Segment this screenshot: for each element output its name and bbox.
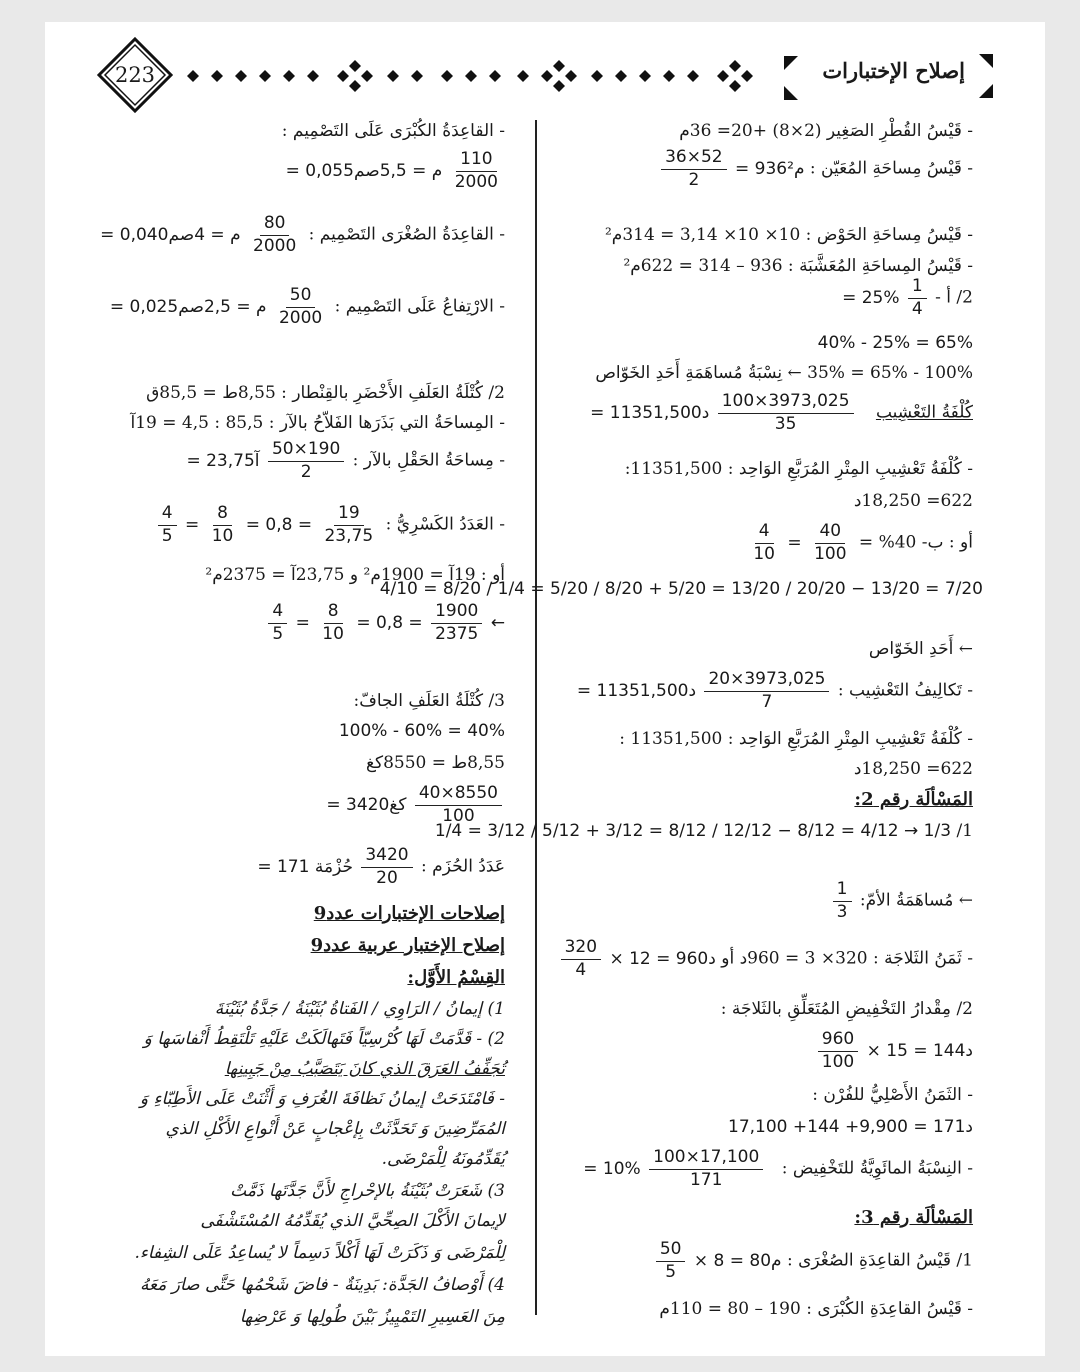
formula-line <box>286 150 505 192</box>
formula: = 3420كغ $\frac{40\times 8550}{100}$ <box>326 784 505 826</box>
formula-label: 2/ أ - <box>935 287 973 308</box>
fraction: $\frac{19}{23,75}$ <box>324 503 374 546</box>
formula-label: عَدَدُ الحُزَم : <box>421 856 505 877</box>
formula-label: - العَدَدُ الكَسْرِيُّ : <box>385 514 505 535</box>
formula: = 25% $\frac{1}{4}$ <box>842 277 930 319</box>
fraction: $\frac{40}{100}$ <box>814 521 847 564</box>
text-line: أو : 19آ = 1900م² و 23,75آ = 2375م² <box>205 565 505 585</box>
fraction: $\frac{4}{10}$ <box>753 521 775 564</box>
formula-line <box>265 602 505 644</box>
formula: $\frac{36\times 52}{2}$ = 936م² <box>658 148 804 190</box>
formula-line <box>326 784 505 826</box>
formula-label: - الارْتِفاعُ عَلَى التَصْمِيم : <box>334 296 505 317</box>
corner-bracket-icon <box>965 50 997 100</box>
text-line: - قَيْسُ القاعِدَةِ الكُبْرَى : 190 – 80 = 110م <box>659 1299 973 1319</box>
fraction: $\frac{3420}{20}$ <box>361 846 412 888</box>
text-line: - قَيْسُ المِساحَةِ المُعَشَّبَة : 936 – 314 = 622م² <box>623 256 973 276</box>
formula-label: - النِسْبَةُ المائَوِيَّةُ للتَخْفِيض : <box>781 1158 973 1179</box>
formula: 1/4 = 3/12 ∕ 5/12 + 3/12 = 8/12 ∕ 12/12 − 8/12 = 4/12 → 1/3 <box>434 821 952 842</box>
formula-label: كُلْفَةُ التَعْشِيب <box>875 402 973 423</box>
text-line: 17,100 +144 +9,900 = 171د <box>728 1117 973 1138</box>
text-line: 100% - 60% = 40% <box>338 721 505 742</box>
fraction: $\frac{100\times 17,100}{171}$ <box>649 1148 763 1190</box>
section-title: إصلاح الإختبارات <box>822 58 965 83</box>
formula-line <box>583 1148 973 1190</box>
fraction: $\frac{960}{100}$ <box>818 1030 858 1072</box>
formula-label: 1/ قَيْسُ القاعِدَةِ الصُغْرَى : <box>786 1250 973 1271</box>
text-line: - المِساحَةُ التي بَذَرَها الفَلاّحُ بالآر : 85,5 : 4,5 = 19آ <box>130 413 505 433</box>
formula-result: = 10% <box>583 1158 641 1179</box>
answer-line: لِلْمَرْضَى وَ ذَكَرَتْ لَهَا أَكْلاً دَسِماً لا يُساعِدُ عَلَى الشِفاء. <box>134 1243 505 1263</box>
answer-line: يُقَدِّمُونَهُ لِلْمَرْضَى. <box>381 1149 505 1169</box>
fraction: $\frac{110}{2000}$ <box>454 149 498 192</box>
formula-result: = 11351,500د <box>590 402 710 423</box>
formula-line <box>746 522 973 564</box>
answer-line: 3) شَعَرَتْ بُثَيْنَةُ بالإحْراجِ لأَنَّ جَدَّتَها ذَمَّتْ <box>230 1181 505 1201</box>
formula-line <box>830 880 973 922</box>
section-heading: إصلاحات الإختبارات عدد9 <box>313 903 505 924</box>
formula <box>715 392 857 434</box>
fraction: $\frac{50}{2000}$ <box>278 285 323 328</box>
formula: = 0,025م = 2,5صم $\frac{50}{2000}$ <box>110 286 329 328</box>
text-line: 2/ كُتْلَةُ العَلَفِ الأَخْضَرِ بالقِنْطار : 8,55ط = 85,5ق <box>146 383 505 403</box>
text-line: 622= 18,250د <box>853 759 973 779</box>
diamond-ornament-icon <box>177 60 767 92</box>
fraction: $\frac{8}{10}$ <box>322 601 344 644</box>
formula-label: 1/ <box>956 821 973 841</box>
text-line: 8,55ط = 8550كغ <box>365 753 505 773</box>
text-line: 3/ كُتْلَةُ العَلَفِ الجافّ: <box>353 691 505 711</box>
text-line: - الثَمَنُ الأَصْلِيُّ للفُرْن : <box>812 1085 973 1105</box>
formula-line <box>435 822 973 841</box>
formula: $\frac{50}{5}$ × 8 = 80م <box>653 1240 782 1282</box>
formula: $\frac{4}{10}$ = $\frac{40}{100}$ <box>746 522 853 564</box>
formula-line <box>815 1030 973 1072</box>
formula-line <box>653 1240 973 1282</box>
formula-line <box>257 846 505 888</box>
section-heading: القِسْمُ الأَوَّل: <box>407 967 505 988</box>
page-header <box>45 22 1045 117</box>
fraction: $\frac{8}{10}$ <box>211 503 234 546</box>
formula: 4/10 = 8/20 ∕ 1/4 = 5/20 ∕ 8/20 + 5/20 = 13/20 ∕ 20/20 − 13/20 = 7/20 <box>379 579 983 600</box>
scanned-page <box>45 22 1045 1356</box>
formula: = 171 حُزْمَة $\frac{3420}{20}$ <box>257 846 415 888</box>
answer-line: 1) إيمانُ / الرَاوِي / الفَتاةُ بُثَيْنَةُ / جَدَّةُ بُثَيْنَةَ <box>214 999 505 1019</box>
formula: = 0,040م = 4صم $\frac{80}{2000}$ <box>100 214 303 256</box>
answer-line: مِنَ العَسِيرِ التَمْيِيزُ بَيْنَ طُولِها وَ عَرْضِها <box>239 1307 505 1327</box>
answer-line: المُمَرِّضِينَ وَ تَحَدَّثَتْ بِإعْجابٍ عَنْ أَنْواعِ الأَكْلِ الذي <box>165 1119 505 1139</box>
fraction: $\frac{4}{5}$ <box>158 504 177 546</box>
text-line: 2/ مِقْدارُ التَخْفِيضِ المُتَعَلِّقِ بالثَلاجَة : <box>720 999 973 1019</box>
formula-line <box>155 504 505 546</box>
formula: $\frac{4}{5}$ = $\frac{8}{10}$ = 0,8 = $\frac{19}{23,75}$ <box>155 504 380 546</box>
formula: = 11351,500د $\frac{20\times 3973,025}{7}$ <box>577 670 833 712</box>
fraction: $\frac{320}{4}$ <box>561 938 601 980</box>
fraction: $\frac{1}{3}$ <box>833 880 852 922</box>
formula-line <box>590 392 973 434</box>
formula-line <box>658 148 973 190</box>
page-number: 223 <box>114 63 156 87</box>
formula: $\frac{960}{100}$ × 15 = 144د <box>815 1030 973 1072</box>
formula-label: - قَيْسُ مِساحَةِ المُعَيّن : <box>809 158 973 179</box>
formula-line <box>100 214 505 256</box>
formula-label: - ثَمَنُ الثَلاجَة : 320× 3 = 960د أو <box>721 948 973 969</box>
fraction: $\frac{50\times 190}{2}$ <box>268 440 344 482</box>
text-line: - القاعِدَةُ الكُبْرَى عَلَى التَصْمِيم : <box>281 121 505 141</box>
answer-line: تُجَفِّفُ العَرَقَ الذي كانَ يَتَصَبَّبُ مِنْ جَبِينِها <box>224 1059 505 1079</box>
text-line: 622= 18,250د <box>853 491 973 511</box>
fraction: $\frac{4}{5}$ <box>268 602 287 644</box>
text-line: - كُلْفَةُ تَعْشِيبِ المِتْرِ المُرَبَّعِ الوَاحِد : 11351,500: <box>624 459 973 479</box>
formula-line <box>577 670 973 712</box>
answer-line: لإيمانَ الأَكْلَ الصِحِّيَّ الذي يُقَدِّمُهُ المُسْتَشْفَى <box>200 1211 505 1231</box>
fraction: $\frac{100\times 3973,025}{35}$ <box>718 392 854 434</box>
fraction: $\frac{1900}{2375}$ <box>431 602 482 644</box>
fraction: $\frac{1}{4}$ <box>908 277 927 319</box>
fraction: $\frac{80}{2000}$ <box>253 213 297 256</box>
column-divider <box>535 120 537 1315</box>
formula-label: - مِساحَةُ الحَقْلِ بالآر : <box>352 450 505 471</box>
text-line: 100% - 65% = 35% ← نِسْبَةُ مُساهَمَةِ أَحَدِ الخَوّاص <box>595 363 973 383</box>
formula-line <box>110 286 505 328</box>
problem-heading: المَسْألَة رقم 3: <box>854 1207 973 1228</box>
fraction: $\frac{40\times 8550}{100}$ <box>415 784 502 826</box>
text-line: 40% - 25% = 65% <box>817 333 973 354</box>
answer-line: 2) - قَدَّمَتْ لَهَا كُرْسِيّاً فَتَهالَكَتْ عَلَيْهِ تَلْتَقِطُ أَنْفاسَها وَ <box>143 1029 505 1049</box>
section-heading: إصلاح الإختبار عربية عدد9 <box>310 935 505 956</box>
formula: = 23,75آ $\frac{50\times 190}{2}$ <box>186 440 347 482</box>
formula: = 0,055م = 5,5صم $\frac{110}{2000}$ <box>286 150 505 192</box>
answer-line: - فَامْتَدَحَتْ إيمانُ نَظافَةَ الغُرَفِ وَ أَثْنَتْ عَلَى الأَطِبّاءِ وَ <box>139 1089 505 1109</box>
formula-label: ← مُساهَمَةُ الأمّ: <box>859 890 973 911</box>
answer-line: 4) أَوْصافُ الجَدَّة: بَدِينَةٌ - فاضَ شَحْمُها حَتَّى صارَ مَعَهُ <box>139 1275 505 1295</box>
fraction: $\frac{20\times 3973,025}{7}$ <box>704 670 829 712</box>
formula: $\frac{4}{5}$ = $\frac{8}{10}$ = 0,8 = $\frac{1900}{2375}$ ← <box>265 602 505 644</box>
formula-label: - تَكالِيفُ التَعْشِيب : <box>837 680 973 701</box>
formula <box>646 1148 766 1190</box>
formula: $\frac{320}{4}$ × 12 = 960د <box>558 938 716 980</box>
formula-line <box>558 938 973 980</box>
corner-bracket-icon <box>780 52 812 102</box>
text-line: - قَيْسُ القُطْرِ الصَغِير (2×8) +20= 36م <box>679 121 973 141</box>
formula-line <box>842 277 973 319</box>
text-line: - قَيْسُ مِساحَةِ الحَوْض : 10× 10× 3,14 = 314م² <box>604 225 973 245</box>
formula-label: - القاعِدَةُ الصُغْرَى التَصْمِيم : <box>308 224 505 245</box>
formula-label: أو : ب- 40% = <box>858 532 973 553</box>
text-line: ← أَحَدِ الخَوّاص <box>868 639 973 659</box>
text-line: - كُلْفَةُ تَعْشِيبِ المِتْرِ المُرَبَّعِ الوَاحِد : 11351,500 : <box>619 729 973 749</box>
fraction: $\frac{50}{5}$ <box>656 1240 686 1282</box>
fraction: $\frac{36\times 52}{2}$ <box>661 148 727 190</box>
problem-heading: المَسْألَة رقم 2: <box>854 789 973 810</box>
formula-line <box>186 440 505 482</box>
